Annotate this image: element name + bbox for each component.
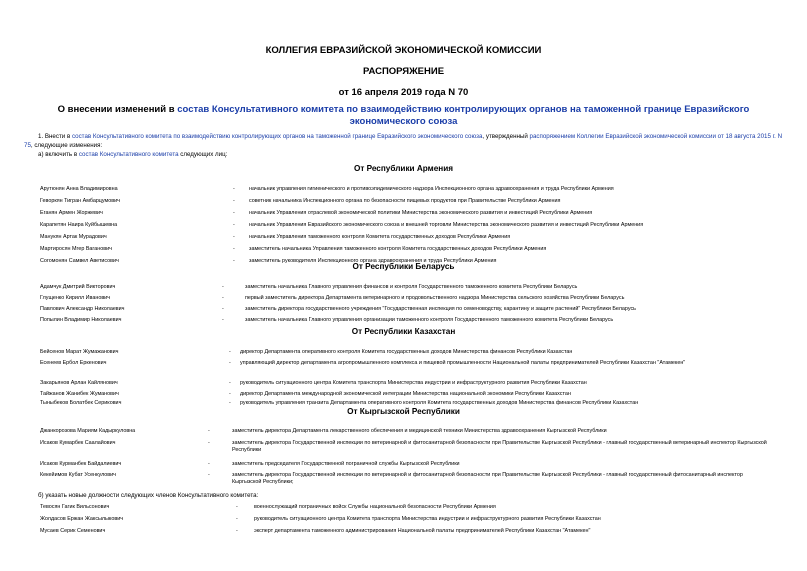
member-position: директор Департамента международной экономической интеграции Министерства национальной экономики Республики Казахстан: [240, 391, 571, 397]
member-dash: -: [236, 516, 238, 522]
member-position: военнослужащий пограничных войск Службы национальной безопасности Республики Армения: [254, 504, 496, 510]
member-name: Геворкян Тигран Амбарцумович: [40, 198, 120, 204]
member-row: [0, 504, 807, 514]
member-position: управляющий директор департамента агропромышленного комплекса и пищевой промышленности Национальной палаты предпринимателей Республики Казахстан "Атамекен": [240, 360, 686, 366]
member-name: Согомонян Самвел Аветисович: [40, 258, 119, 264]
member-dash: -: [236, 504, 238, 510]
member-dash: -: [208, 440, 210, 446]
member-dash: -: [233, 234, 235, 240]
pa-end: следующих лиц:: [178, 151, 228, 158]
member-position: начальник Управления таможенного контроля Комитета государственных доходов Республики Армения: [249, 234, 511, 240]
member-position: советник начальника Инспекционного органа по безопасности пищевых продуктов при Правительстве Республики Армения: [249, 198, 561, 204]
member-row: [0, 349, 807, 359]
p1-link-decree[interactable]: распоряжением Коллегии Евразийской экономической комиссии от 18 августа 2015 г. N 75: [24, 133, 783, 149]
member-name: Павлович Александр Николаевич: [40, 306, 125, 312]
pa-link[interactable]: состав Консультативного комитета: [78, 151, 179, 158]
member-dash: -: [233, 210, 235, 216]
member-name: Еганян Армен Жоржевич: [40, 210, 103, 216]
member-dash: -: [236, 528, 238, 534]
member-dash: -: [233, 186, 235, 192]
member-dash: -: [222, 284, 224, 290]
member-dash: -: [222, 295, 224, 301]
member-position: заместитель директора Государственной инспекции по ветеринарной и фитосанитарной безопасности при Правительстве Кыргызской Республики - главный государственный ветеринарный инспектор Кыргызской Республики: [232, 440, 767, 453]
member-dash: -: [233, 222, 235, 228]
member-row: [0, 186, 807, 196]
member-position: заместитель начальника Главного управления финансов и контроля Государственного таможенного комитета Республики Беларусь: [245, 284, 578, 290]
member-row: [0, 360, 807, 370]
member-name: Джанкорозова Мариям Кадыркуловна: [40, 428, 136, 434]
member-row: [0, 295, 807, 305]
member-dash: -: [229, 360, 231, 366]
org-heading: КОЛЛЕГИЯ ЕВРАЗИЙСКОЙ ЭКОНОМИЧЕСКОЙ КОМИССИИ: [265, 45, 542, 56]
intro-paragraph-a: [38, 151, 798, 160]
p1-end: , следующие изменения:: [30, 141, 103, 149]
member-name: Мартиросян Мгер Ваганович: [40, 246, 112, 252]
member-row: [0, 528, 807, 538]
member-position: заместитель директора Департамента лекарственного обеспечения и медицинской техники Министерства здравоохранения Кыргызской Республики: [232, 428, 607, 434]
member-position: заместитель начальника Управления таможенного контроля Комитета государственных доходов Республики Армения: [249, 246, 547, 252]
p1-start: 1. Внести в: [38, 133, 72, 140]
member-dash: -: [229, 391, 231, 397]
member-name: Мусаев Серик Семенович: [40, 528, 106, 534]
member-name: Глущенко Кирилл Иванович: [40, 295, 111, 301]
member-row: [0, 198, 807, 208]
member-row: [0, 428, 807, 438]
member-position: заместитель начальника Главного управления организации таможенного контроля Государственного таможенного комитета Республики Беларусь: [245, 317, 614, 323]
member-name: Жолдасов Ержан Жаксылыкович: [40, 516, 124, 522]
member-dash: -: [229, 349, 231, 355]
member-name: Кекейимов Кубат Усенкулович: [40, 472, 116, 478]
member-position: начальник Управления отраслевой экономической политики Министерства экономического развития и инвестиций Республики Армения: [249, 210, 593, 216]
member-name: Попылин Владимир Николаевич: [40, 317, 122, 323]
section-heading-kyrgyzstan: От Кыргызской Республики: [347, 407, 460, 416]
member-name: Исаков Кумарбек Саалайович: [40, 440, 116, 446]
member-row: [0, 472, 807, 485]
member-position: начальник управления гигиенического и противоэпидемического надзора Инспекционного органа здравоохранения и труда Республики Армения: [249, 186, 614, 192]
member-position: заместитель руководителя Инспекционного органа здравоохранения и труда Республики Армения: [249, 258, 497, 264]
member-name: Тайжанов Жанибек Жуманович: [40, 391, 119, 397]
member-row: [0, 461, 807, 471]
member-row: [0, 440, 807, 453]
member-position: руководитель управления транзита Департамента оперативного контроля Комитета государственных доходов Министерства финансов Республики Казахстан: [240, 400, 639, 406]
member-position: заместитель директора Государственной инспекции по ветеринарной и фитосанитарной безопасности при Правительстве Кыргызской Республики - главный государственный фитосанитарный инспектор Кыргызской Республики;: [232, 472, 743, 485]
member-name: Бейсенов Марат Жумажанович: [40, 349, 119, 355]
p1-link-committee[interactable]: состав Консультативного комитета по взаимодействию контролирующих органов на таможенной границе Евразийского экономического союза: [71, 133, 483, 140]
member-dash: -: [208, 428, 210, 434]
member-row: [0, 380, 807, 390]
member-dash: -: [222, 317, 224, 323]
member-position: руководитель ситуационного центра Комитета транспорта Министерства индустрии и инфраструктурного развития Республики Казахстан: [254, 516, 601, 522]
member-position: эксперт департамента таможенного администрирования Национальной палаты предпринимателей Республики Казахстан "Атамекен": [254, 528, 591, 534]
member-row: [0, 246, 807, 256]
member-name: Арутюнян Анна Владимировна: [40, 186, 118, 192]
member-dash: -: [208, 472, 210, 478]
member-name: Адамчук Дмитрий Викторович: [40, 284, 116, 290]
member-dash: -: [222, 306, 224, 312]
p1-mid: , утвержденный: [482, 133, 530, 140]
member-dash: -: [229, 380, 231, 386]
member-row: [0, 516, 807, 526]
member-row: [0, 222, 807, 232]
member-row: [0, 234, 807, 244]
member-position: директор Департамента оперативного контроля Комитета государственных доходов Министерства финансов Республики Казахстан: [240, 349, 573, 355]
member-name: Тыныбеков Болатбек Серикович: [40, 400, 122, 406]
member-position: заместитель директора государственного учреждения "Государственная инспекция по семеноводству, карантину и защите растений" Республики Беларусь: [245, 306, 636, 312]
member-dash: -: [233, 246, 235, 252]
document-title: [40, 104, 767, 128]
member-position: начальник Управления Евразийского экономического союза и внешней торговли Министерства экономического развития и инвестиций Республики Армения: [249, 222, 644, 228]
doc-type-heading: РАСПОРЯЖЕНИЕ: [362, 66, 445, 77]
member-dash: -: [208, 461, 210, 467]
section-heading-armenia: От Республики Армения: [353, 164, 454, 173]
member-dash: -: [229, 400, 231, 406]
member-row: [0, 317, 807, 327]
member-name: Закарьянов Арлан Кайлянович: [40, 380, 118, 386]
part-b-intro: б) указать новые должности следующих членов Консультативного комитета:: [38, 492, 259, 499]
section-heading-belarus: От Республики Беларусь: [352, 262, 455, 271]
member-dash: -: [233, 258, 235, 264]
member-row: [0, 306, 807, 316]
member-name: Тевосян Гагик Вильсонович: [40, 504, 110, 510]
member-dash: -: [233, 198, 235, 204]
title-link[interactable]: состав Консультативного комитета по взаимодействию контролирующих органов на таможенной границе Евразийского экономического союза: [177, 104, 750, 127]
member-position: заместитель председателя Государственной пограничной службы Кыргызской Республики: [232, 461, 460, 467]
title-prefix: О внесении изменений в: [57, 104, 178, 115]
member-row: [0, 210, 807, 220]
member-name: Исаков Курманбек Байдалиевич: [40, 461, 122, 467]
intro-paragraph-1: [24, 133, 784, 150]
member-name: Есенеев Ербол Еркенович: [40, 360, 107, 366]
member-row: [0, 284, 807, 294]
member-position: первый заместитель директора Департамента ветеринарного и продовольственного надзора Министерства сельского хозяйства Республики Беларусь: [245, 295, 625, 301]
member-name: Карапетян Наира Куйбышевна: [40, 222, 118, 228]
member-position: руководитель ситуационного центра Комитета транспорта Министерства индустрии и инфраструктурного развития Республики Казахстан: [240, 380, 587, 386]
member-name: Манукян Артак Мурадович: [40, 234, 107, 240]
section-heading-kazakhstan: От Республики Казахстан: [351, 327, 456, 336]
pa-start: а) включить в: [38, 151, 79, 158]
date-line: от 16 апреля 2019 года N 70: [338, 87, 469, 98]
